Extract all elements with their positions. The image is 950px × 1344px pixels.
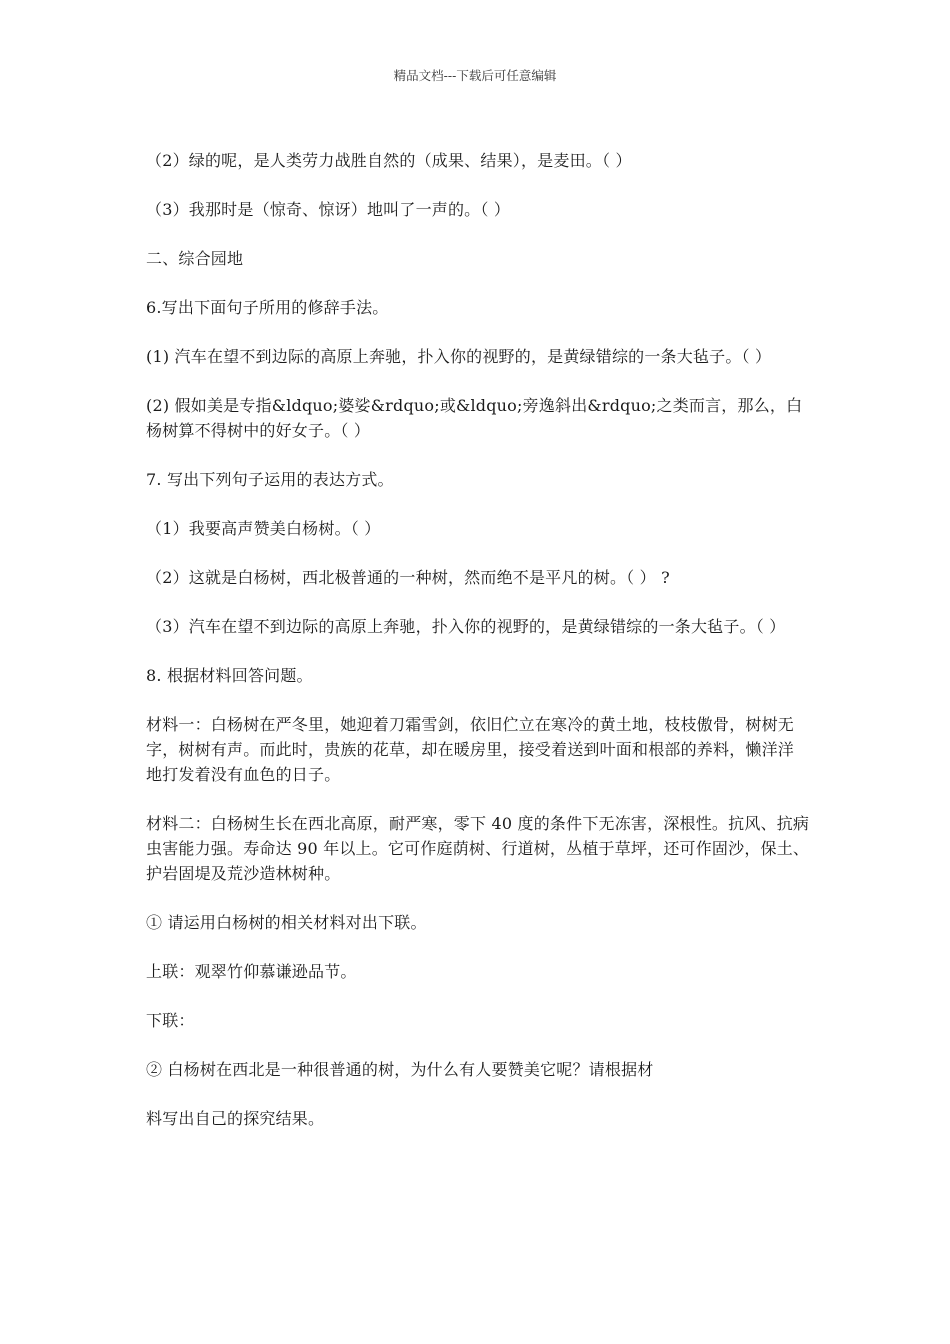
- question-8-sub-2-continued: 料写出自己的探究结果。: [146, 1109, 325, 1128]
- couplet-lower: 下联：: [146, 1011, 195, 1030]
- question-8-prompt: 8. 根据材料回答问题。: [146, 666, 313, 685]
- material-one: 材料一：白杨树在严冬里，她迎着刀霜雪剑，依旧伫立在寒冷的黄土地，枝枝傲骨，树树无字，树树有声。而此时，贵族的花草，却在暖房里，接受着送到叶面和根部的养料，懒洋洋地打发着没有血色的日子。: [146, 715, 795, 784]
- question-5-item-2: （2）绿的呢，是人类劳力战胜自然的（成果、结果），是麦田。（ ）: [146, 151, 632, 170]
- page-header: 精品文档---下载后可任意编辑: [393, 68, 557, 83]
- question-6-item-2: (2) 假如美是专指&ldquo;婆娑&rdquo;或&ldquo;旁逸斜出&rdquo;之类而言，那么，白杨树算不得树中的好女子。（ ）: [146, 396, 803, 440]
- question-7-item-3: （3）汽车在望不到边际的高原上奔驰，扑入你的视野的，是黄绿错综的一条大毡子。（ ）: [146, 617, 786, 636]
- section-heading: 二、综合园地: [146, 249, 244, 268]
- question-6-prompt: 6.写出下面句子所用的修辞手法。: [146, 298, 389, 317]
- question-8-sub-1: ① 请运用白杨树的相关材料对出下联。: [146, 913, 427, 932]
- question-7-prompt: 7. 写出下列句子运用的表达方式。: [146, 470, 394, 489]
- question-7-item-1: （1）我要高声赞美白杨树。（ ）: [146, 519, 381, 538]
- question-6-item-1: (1) 汽车在望不到边际的高原上奔驰，扑入你的视野的，是黄绿错综的一条大毡子。（ ）: [146, 347, 772, 366]
- question-7-item-2: （2）这就是白杨树，西北极普通的一种树，然而绝不是平凡的树。（ ） ?: [146, 568, 670, 587]
- question-5-item-3: （3）我那时是（惊奇、惊讶）地叫了一声的。（ ）: [146, 200, 511, 219]
- couplet-upper: 上联：观翠竹仰慕谦逊品节。: [146, 962, 357, 981]
- document-body: [146, 148, 810, 1155]
- question-8-sub-2: ② 白杨树在西北是一种很普通的树，为什么有人要赞美它呢？请根据材: [146, 1060, 654, 1079]
- material-two: 材料二：白杨树生长在西北高原，耐严寒，零下 40 度的条件下无冻害，深根性。抗风、抗病虫害能力强。寿命达 90 年以上。它可作庭荫树、行道树，丛植于草坪，还可作固沙，保土、护岩固堤及荒沙造林树种。: [146, 814, 810, 883]
